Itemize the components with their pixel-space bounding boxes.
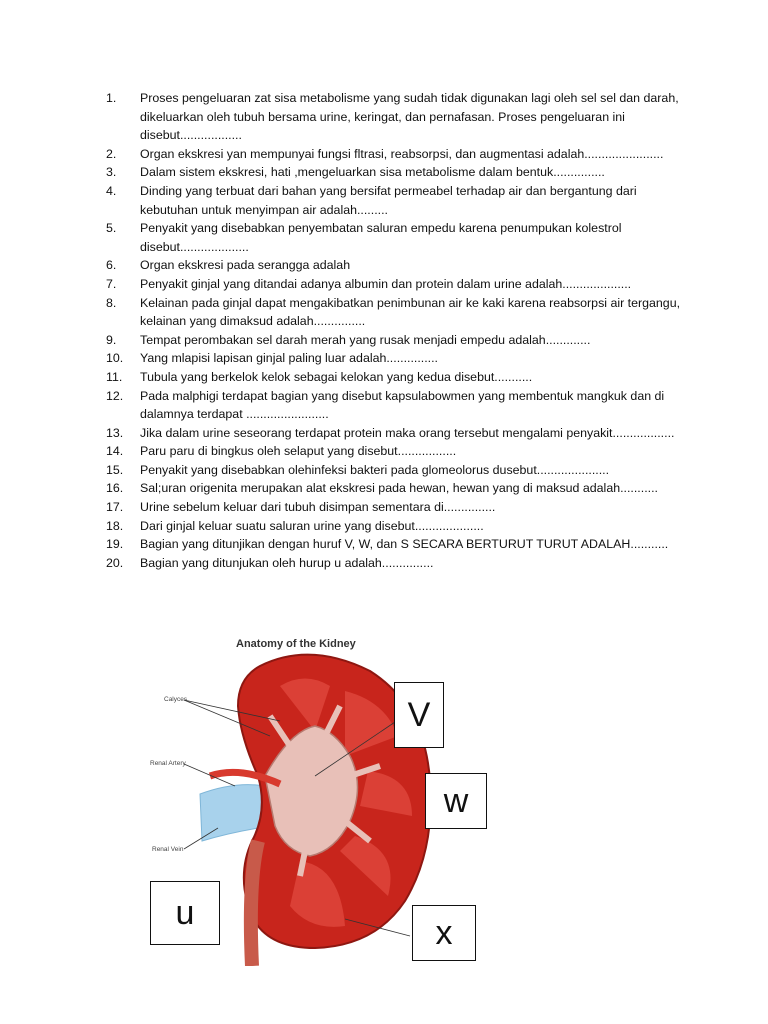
question-number: 17. bbox=[106, 500, 124, 515]
label-renal-vein: Renal Vein bbox=[152, 846, 184, 853]
question-number: 13. bbox=[106, 425, 124, 440]
question-item bbox=[106, 145, 686, 164]
question-text: Dinding yang terbuat dari bahan yang bersifat permeabel terhadap air dan bergantung dari kebutuhan untuk menyimpan air adalah......... bbox=[140, 183, 637, 217]
question-item bbox=[106, 256, 686, 275]
question-text: Kelainan pada ginjal dapat mengakibatkan penimbunan air ke kaki karena reabsorpsi air tergangu, kelainan yang dimaksud adalah............... bbox=[140, 295, 681, 329]
question-number: 8. bbox=[106, 295, 117, 310]
question-text: Organ ekskresi yan mempunyai fungsi fltrasi, reabsorpsi, dan augmentasi adalah....................... bbox=[140, 146, 664, 161]
question-item bbox=[106, 517, 686, 536]
figure-title: Anatomy of the Kidney bbox=[236, 638, 356, 650]
answer-box-u: u bbox=[150, 881, 220, 945]
question-item bbox=[106, 275, 686, 294]
question-list bbox=[106, 89, 686, 572]
question-number: 19. bbox=[106, 537, 124, 552]
question-number: 7. bbox=[106, 276, 117, 291]
question-number: 1. bbox=[106, 91, 117, 105]
question-text: Tempat perombakan sel darah merah yang rusak menjadi empedu adalah............. bbox=[140, 332, 591, 347]
question-number: 16. bbox=[106, 481, 124, 496]
question-item bbox=[106, 368, 686, 387]
question-item bbox=[106, 461, 686, 480]
question-number: 14. bbox=[106, 444, 124, 459]
question-item bbox=[106, 442, 686, 461]
question-text: Bagian yang ditunjikan dengan huruf V, W, dan S SECARA BERTURUT TURUT ADALAH........... bbox=[140, 537, 669, 552]
question-number: 10. bbox=[106, 351, 124, 366]
question-number: 6. bbox=[106, 258, 117, 273]
question-item bbox=[106, 163, 686, 182]
label-calyces: Calyces bbox=[164, 696, 188, 703]
question-item bbox=[106, 498, 686, 517]
ureter-shape bbox=[251, 841, 258, 966]
question-text: Bagian yang ditunjukan oleh hurup u adalah............... bbox=[140, 555, 434, 570]
question-text: Dari ginjal keluar suatu saluran urine yang disebut.................... bbox=[140, 518, 484, 533]
question-item bbox=[106, 387, 686, 424]
question-number: 18. bbox=[106, 518, 124, 533]
question-number: 4. bbox=[106, 183, 117, 198]
question-text: Dalam sistem ekskresi, hati ,mengeluarkan sisa metabolisme dalam bentuk............... bbox=[140, 165, 605, 180]
answer-box-w: w bbox=[425, 773, 487, 829]
question-item bbox=[106, 349, 686, 368]
question-text: Paru paru di bingkus oleh selaput yang disebut................. bbox=[140, 444, 457, 459]
question-text: Sal;uran origenita merupakan alat ekskresi pada hewan, hewan yang di maksud adalah........... bbox=[140, 481, 658, 496]
question-item bbox=[106, 182, 686, 219]
answer-box-v: V bbox=[394, 682, 444, 748]
label-renal-artery: Renal Artery bbox=[150, 760, 186, 767]
question-item bbox=[106, 554, 686, 573]
question-text: Yang mlapisi lapisan ginjal paling luar adalah............... bbox=[140, 351, 439, 366]
answer-box-x: x bbox=[412, 905, 476, 961]
question-text: Penyakit ginjal yang ditandai adanya albumin dan protein dalam urine adalah.................... bbox=[140, 276, 632, 291]
question-text: Penyakit yang disebabkan penyembatan saluran empedu karena penumpukan kolestrol disebut.................... bbox=[140, 221, 622, 254]
question-item bbox=[106, 294, 686, 331]
question-item bbox=[106, 219, 686, 256]
question-text: Proses pengeluaran zat sisa metabolisme yang sudah tidak digunakan lagi oleh sel sel dan darah, dikeluarkan oleh tubuh bersama urine, keringat, dan pernafasan. Proses pengeluaran ini disebut.................. bbox=[140, 91, 679, 143]
question-item bbox=[106, 89, 686, 145]
question-text: Organ ekskresi pada serangga adalah bbox=[140, 258, 351, 273]
question-item bbox=[106, 424, 686, 443]
question-number: 15. bbox=[106, 462, 124, 477]
question-number: 9. bbox=[106, 332, 117, 347]
question-number: 2. bbox=[106, 146, 117, 161]
question-number: 20. bbox=[106, 555, 124, 570]
question-number: 3. bbox=[106, 165, 117, 180]
question-text: Pada malphigi terdapat bagian yang disebut kapsulabowmen yang membentuk mangkuk dan di dalamnya terdapat ........................ bbox=[140, 388, 665, 422]
question-item bbox=[106, 535, 686, 554]
question-text: Jika dalam urine seseorang terdapat protein maka orang tersebut mengalami penyakit.................. bbox=[140, 425, 675, 440]
question-item bbox=[106, 331, 686, 350]
question-number: 5. bbox=[106, 221, 117, 236]
question-text: Urine sebelum keluar dari tubuh disimpan sementara di............... bbox=[140, 500, 496, 515]
question-item bbox=[106, 479, 686, 498]
question-text: Tubula yang berkelok kelok sebagai kelokan yang kedua disebut........... bbox=[140, 369, 533, 384]
question-number: 12. bbox=[106, 388, 124, 403]
question-text: Penyakit yang disebabkan olehinfeksi bakteri pada glomeolorus dusebut..................... bbox=[140, 462, 610, 477]
question-number: 11. bbox=[106, 369, 123, 384]
